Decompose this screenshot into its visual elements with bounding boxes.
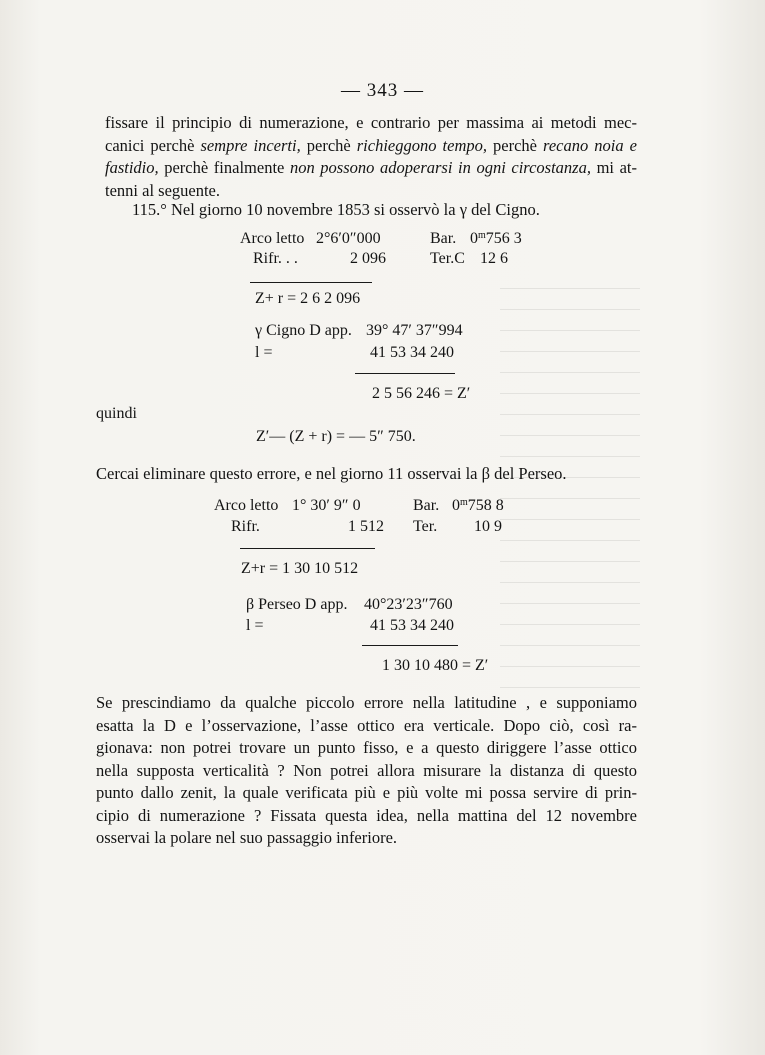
intro-line-3: [105, 157, 637, 180]
intro-line-4: tenni al seguente.: [105, 180, 221, 200]
obs1-latitude-value: 41 53 34 240: [370, 344, 454, 361]
obs2-z-plus-r: Z+r = 1 30 10 512: [241, 560, 359, 577]
obs2-bar-reading: [452, 497, 504, 515]
closing-paragraph: [96, 692, 637, 850]
closing-line-5: punto dallo zenit, la quale verificata più e più volte mi possa servire di prin-: [96, 783, 637, 802]
obs2-arco-label: Arco letto: [214, 497, 279, 514]
obs2-latitude-value: 41 53 34 240: [370, 617, 454, 634]
section-115-heading: 115.° Nel giorno 10 novembre 1853 si osservò la γ del Cigno.: [132, 200, 540, 219]
text-run: perchè: [487, 135, 544, 155]
bar-rest: 756 3: [485, 230, 522, 247]
bleed-through-texture: [500, 268, 640, 708]
obs1-bar-reading: [470, 230, 522, 248]
cercai-line: Cercai eliminare questo errore, e nel giorno 11 osservai la β del Perseo.: [96, 464, 567, 483]
obs1-ter-value: 12 6: [480, 250, 508, 267]
obs2-star-label: β Perseo D app.: [246, 596, 348, 613]
bar-rest: 758 8: [467, 497, 504, 514]
text-run: mi at-: [590, 158, 637, 177]
obs2-ter-value: 10 9: [474, 518, 502, 535]
bar-unit: m: [478, 230, 486, 241]
obs1-formula: Z′— (Z + r) = — 5″ 750.: [256, 428, 416, 445]
obs2-result: 1 30 10 480 = Z′: [382, 657, 489, 674]
intro-line-2: [105, 135, 637, 158]
italic-run: sempre incerti,: [200, 135, 301, 155]
bar-value: 0: [452, 497, 460, 514]
closing-line-3: gionava: non potrei trovare un punto fisso, e a questo diriggere l’asse ottico: [96, 738, 637, 757]
italic-run: fastidio,: [105, 158, 159, 177]
obs1-bar-label: Bar.: [430, 230, 457, 247]
bar-value: 0: [470, 230, 478, 247]
obs1-result: 2 5 56 246 = Z′: [372, 385, 471, 402]
obs1-rule-1: [250, 282, 372, 283]
italic-run: recano noia e: [543, 135, 637, 155]
obs1-z-plus-r: Z+ r = 2 6 2 096: [255, 290, 361, 307]
closing-line-7: osservai la polare nel suo passaggio inferiore.: [96, 828, 398, 847]
obs2-rifr-label: Rifr.: [231, 518, 260, 535]
obs1-rifr-label: Rifr. . .: [253, 250, 298, 267]
obs1-star-label: γ Cigno D app.: [255, 322, 352, 339]
obs1-rule-2: [355, 373, 455, 374]
obs1-arco-value: 2°6′0″000: [316, 230, 381, 247]
obs1-quindi: quindi: [96, 405, 137, 422]
obs2-arco-value: 1° 30′ 9″ 0: [292, 497, 361, 514]
closing-line-4: nella supposta verticalità ? Non potrei allora misurare la distanza di questo: [96, 760, 637, 780]
italic-run: non possono adoperarsi in ogni circostanza,: [289, 158, 591, 177]
obs1-latitude-label: l =: [255, 344, 273, 361]
text-run: canici perchè: [105, 135, 201, 155]
obs1-ter-label: Ter.C: [430, 250, 465, 267]
bar-unit: m: [460, 497, 468, 508]
obs2-rule-2: [362, 645, 458, 646]
obs2-ter-label: Ter.: [413, 518, 438, 535]
obs2-star-value: 40°23′23″760: [364, 596, 453, 613]
italic-run: richieggono tempo,: [356, 135, 487, 155]
closing-line-6: cipio di numerazione ? Fissata questa idea, nella mattina del 12 novembre: [96, 805, 637, 825]
obs1-star-value: 39° 47′ 37″994: [366, 322, 463, 339]
obs1-rifr-value: 2 096: [350, 250, 386, 267]
obs2-rifr-value: 1 512: [348, 518, 384, 535]
obs1-arco-label: Arco letto: [240, 230, 305, 247]
obs2-latitude-label: l =: [246, 617, 264, 634]
page-number: — 343 —: [341, 80, 424, 101]
text-run: perchè finalmente: [158, 158, 290, 177]
text-run: perchè: [300, 135, 357, 155]
obs2-rule-1: [240, 548, 375, 549]
closing-line-2: esatta la D e l’osservazione, l’asse ottico era verticale. Dopo ciò, così ra-: [96, 715, 637, 735]
intro-line-1: fissare il principio di numerazione, e contrario per massima ai metodi mec-: [105, 113, 637, 132]
closing-line-1: Se prescindiamo da qualche piccolo errore nella latitudine , e supponiamo: [96, 693, 637, 712]
obs2-bar-label: Bar.: [413, 497, 440, 514]
intro-paragraph: [105, 112, 637, 202]
